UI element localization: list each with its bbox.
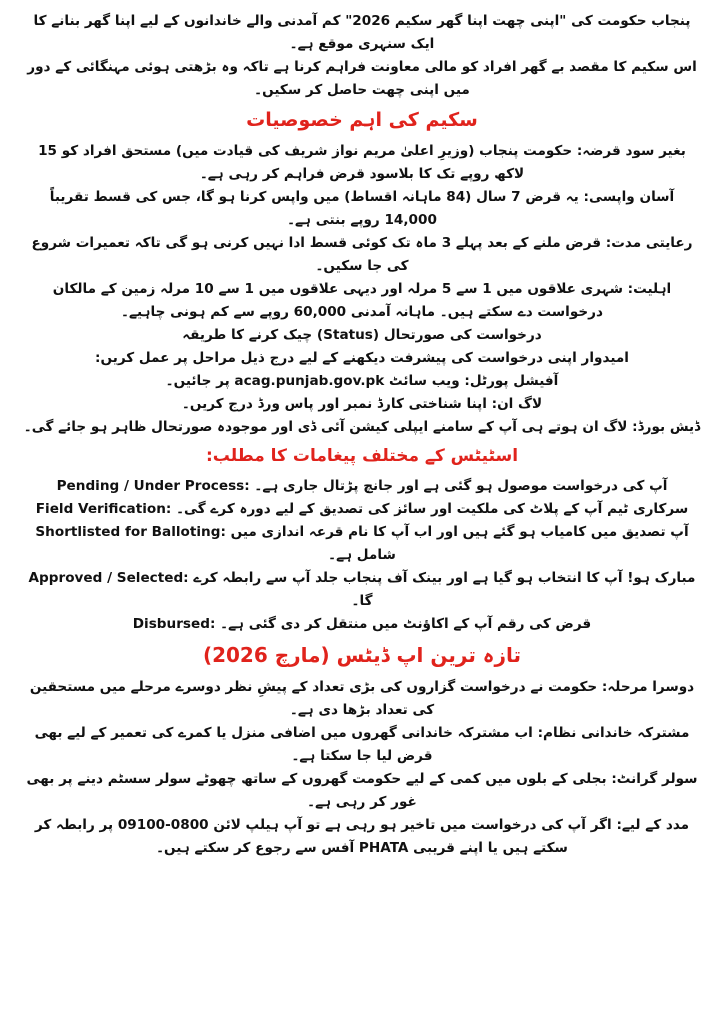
intro-paragraph-1: پنجاب حکومت کی "اپنی چھت اپنا گھر سکیم 2026" کم آمدنی والے خاندانوں کے لیے اپنا گھر بنانے کا ایک سنہری موقع ہے۔ xyxy=(33,13,691,52)
message-approved: Approved / Selected: مبارک ہو! آپ کا انتخاب ہو گیا ہے اور بینک آف پنجاب جلد آپ سے رابطہ کرے گا۔ xyxy=(28,570,696,609)
status-step-login: لاگ ان: اپنا شناختی کارڈ نمبر اور پاس ورڈ درج کریں۔ xyxy=(181,396,543,412)
messages-heading: اسٹیٹس کے مختلف پیغامات کا مطلب: xyxy=(205,446,519,466)
update-helpline: مدد کے لیے: اگر آپ کی درخواست میں تاخیر ہو رہی ہے تو آپ ہیلپ لائن 0800-09100 پر رابطہ کر سکتے ہیں یا اپنے قریبی PHATA آفس سے رجوع کر سکتے ہیں۔ xyxy=(34,817,690,856)
feature-grace-period: رعایتی مدت: قرض ملنے کے بعد پہلے 3 ماہ تک کوئی قسط ادا نہیں کرنی ہو گی تاکہ تعمیرات شروع کی جا سکیں۔ xyxy=(31,235,693,274)
update-solar-grant: سولر گرانٹ: بجلی کے بلوں میں کمی کے لیے حکومت گھروں کے ساتھ چھوٹے سولر سسٹم دینے پر بھی غور کر رہی ہے۔ xyxy=(26,771,698,810)
features-heading: سکیم کی اہم خصوصیات xyxy=(246,109,478,131)
message-pending: Pending / Under Process: آپ کی درخواست موصول ہو گئی ہے اور جانچ پڑتال جاری ہے۔ xyxy=(56,478,668,494)
status-step-dashboard: ڈیش بورڈ: لاگ ان ہوتے ہی آپ کے سامنے ایپلی کیشن آئی ڈی اور موجودہ صورتحال ظاہر ہو جائے گی۔ xyxy=(23,419,701,435)
message-field-verification: Field Verification: سرکاری ٹیم آپ کے پلاٹ کی ملکیت اور سائز کی تصدیق کے لیے دورہ کرے گی۔ xyxy=(35,501,689,517)
intro-paragraph-2: اس سکیم کا مقصد بے گھر افراد کو مالی معاونت فراہم کرنا ہے تاکہ وہ بڑھتی ہوئی مہنگائی کے دور میں اپنی چھت حاصل کر سکیں۔ xyxy=(27,59,697,98)
message-shortlisted: Shortlisted for Balloting: آپ تصدیق میں کامیاب ہو گئے ہیں اور اب آپ کا نام قرعہ اندازی میں شامل ہے۔ xyxy=(35,524,689,563)
update-second-phase: دوسرا مرحلہ: حکومت نے درخواست گزاروں کی بڑی تعداد کے پیشِ نظر دوسرے مرحلے میں مستحقین کی تعداد بڑھا دی ہے۔ xyxy=(29,679,695,718)
update-joint-family: مشترکہ خاندانی نظام: اب مشترکہ خاندانی گھروں میں اضافی منزل یا کمرے کی تعمیر کے لیے بھی قرض لیا جا سکتا ہے۔ xyxy=(34,725,690,764)
feature-easy-repayment: آسان واپسی: یہ قرض 7 سال (84 ماہانہ اقساط) میں واپس کرنا ہو گا، جس کی قسط تقریباً 14,000 روپے بنتی ہے۔ xyxy=(49,189,675,228)
status-check-intro: امیدوار اپنی درخواست کی پیشرفت دیکھنے کے لیے درج ذیل مراحل پر عمل کریں: xyxy=(95,350,629,366)
status-step-portal: آفیشل پورٹل: ویب سائٹ acag.punjab.gov.pk پر جائیں۔ xyxy=(165,373,559,389)
feature-interest-free-loan: بغیر سود قرضہ: حکومت پنجاب (وزیرِ اعلیٰ مریم نواز شریف کی قیادت میں) مستحق افراد کو 15 لاکھ روپے تک کا بلاسود قرض فراہم کر رہی ہے۔ xyxy=(38,143,686,182)
message-disbursed: Disbursed: قرض کی رقم آپ کے اکاؤنٹ میں منتقل کر دی گئی ہے۔ xyxy=(132,616,592,632)
feature-eligibility: اہلیت: شہری علاقوں میں 1 سے 5 مرلہ اور دیہی علاقوں میں 1 سے 10 مرلہ زمین کے مالکان درخواست دے سکتے ہیں۔ ماہانہ آمدنی 60,000 روپے سے کم ہونی چاہیے۔ xyxy=(52,281,672,320)
updates-heading: تازہ ترین اپ ڈیٹس (مارچ 2026) xyxy=(202,643,522,667)
status-check-title: درخواست کی صورتحال (Status) چیک کرنے کا طریقہ xyxy=(182,327,542,343)
